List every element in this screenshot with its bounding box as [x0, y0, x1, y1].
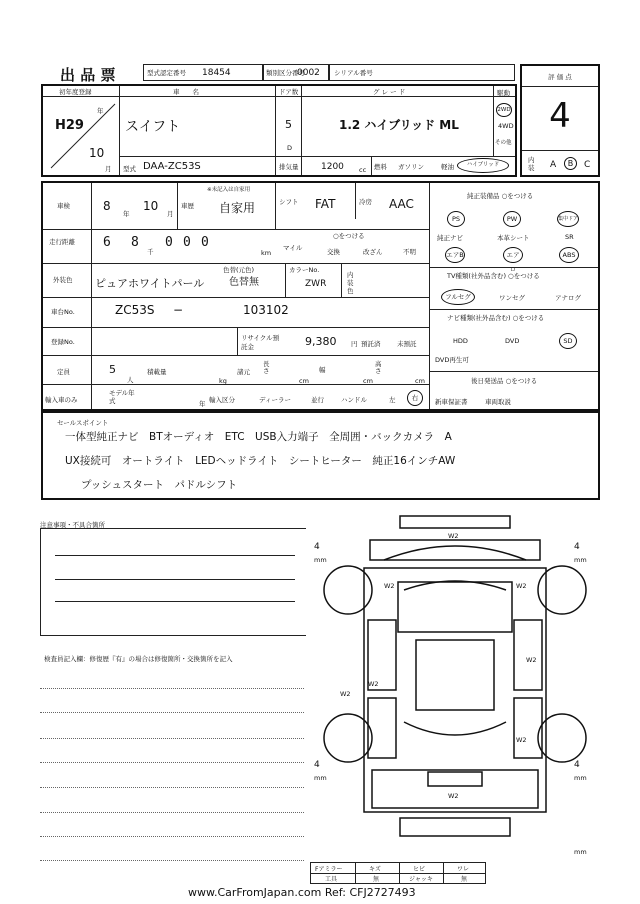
inspection-year: 8	[103, 199, 111, 213]
mile-label: マイル	[283, 244, 303, 252]
class-label: 類別区分番号	[266, 69, 305, 77]
cert-label: 型式認定番号	[147, 69, 186, 77]
inspection-month-unit: 月	[167, 210, 174, 218]
recycle-value: 9,380	[305, 335, 337, 348]
legend-header: ヒビ	[413, 866, 426, 873]
import-year-unit: 年	[199, 400, 206, 408]
damage-mark: W2	[448, 792, 459, 800]
sales-point-line: UX接続可 オートライト LEDヘッドライト シートヒーター 純正16インチAW	[65, 455, 456, 467]
car-name: スイフト	[125, 119, 181, 135]
tread-front-right: 4	[574, 542, 580, 552]
sales-point-line: 一体型純正ナビ BTオーディオ ETC USB入力端子 全周囲・バックカメラ A	[65, 431, 452, 443]
legend-cell: 無	[373, 876, 380, 883]
mileage-digit: 0	[183, 235, 191, 250]
tread-front-left: 4	[314, 542, 320, 552]
dvd-playback: DVD再生可	[435, 356, 469, 364]
front-bumper	[400, 516, 510, 528]
color-change-label: 色替(元色)	[223, 266, 255, 274]
dims-width: 幅	[319, 366, 326, 374]
cc-value: 1200	[321, 162, 344, 172]
notes-label: 注意事項・不具合箇所	[40, 521, 105, 529]
legend-header: ワレ	[457, 866, 470, 873]
mileage-change-label: ○をつける	[333, 232, 365, 240]
dims-label: 諸元	[237, 368, 250, 376]
right-rear-door	[514, 698, 542, 758]
door-label: ドア数	[279, 88, 299, 96]
damage-mark: W2	[516, 736, 527, 744]
roof-front	[398, 582, 512, 632]
fuel-diesel: 軽油	[441, 163, 454, 171]
wheel-front-left	[324, 566, 372, 614]
equip-aero: エアロ	[503, 247, 523, 263]
recycle-unit: 円	[351, 340, 358, 348]
handle-label: ハンドル	[341, 396, 367, 404]
mileage-opt-3: 不明	[403, 248, 416, 256]
equip-navi: 純正ナビ	[437, 234, 463, 242]
damage-mark: W2	[384, 582, 395, 590]
load-label: 積載量	[147, 368, 167, 376]
cc-unit: cc	[359, 166, 367, 174]
dims-width-unit: cm	[363, 377, 373, 385]
ac-label: 冷房	[359, 198, 372, 206]
mileage-opt-1: 交換	[327, 248, 340, 256]
equip-ps: PS	[447, 211, 465, 227]
tv-analog: アナログ	[555, 294, 581, 302]
chassis-label: 車台No.	[51, 308, 75, 316]
tv-oneseg: ワンセグ	[499, 294, 525, 302]
mileage-label: 走行距離	[49, 238, 75, 246]
after-manual: 車両取説	[485, 398, 511, 406]
footer-watermark: www.CarFromJapan.com Ref: CFJ2727493	[188, 886, 416, 899]
chassis-number: 103102	[243, 303, 289, 317]
equip-abs: ABS	[559, 247, 579, 263]
mileage-digit: 8	[131, 235, 139, 250]
equip-sr: SR	[565, 233, 574, 241]
ac-value: AAC	[389, 197, 414, 211]
color-label: 外装色	[53, 276, 73, 284]
fuel-gasoline: ガソリン	[398, 163, 424, 171]
nav-title: ナビ種類(社外品含む) ○をつける	[447, 314, 545, 322]
cert-box	[143, 64, 263, 81]
tv-fullseg: フルセグ	[441, 289, 475, 305]
mileage-digit: 6	[103, 235, 111, 250]
import-type-label: 輸入区分	[209, 396, 235, 404]
recycle-label: リサイクル預託金	[241, 334, 280, 351]
mileage-digit: 0	[165, 235, 173, 250]
model-label: 型式	[123, 165, 136, 173]
recycle-settled: 預託済	[361, 340, 381, 348]
equip-pw: PW	[503, 211, 521, 227]
sales-points-label: セールスポイント	[57, 419, 109, 427]
score-value: 4	[549, 96, 571, 136]
interior-b: B	[564, 157, 577, 170]
model-code: DAA-ZC53S	[143, 161, 201, 172]
after-title: 後日発送品 ○をつける	[471, 377, 538, 385]
month-unit: 月	[105, 165, 112, 173]
right-front-door	[514, 620, 542, 690]
drive-other: その他	[495, 140, 512, 146]
damage-mark: W2	[368, 680, 379, 688]
dims-length: 長さ	[263, 360, 270, 375]
drive-label: 駆動	[497, 89, 510, 97]
damage-mark: W2	[516, 582, 527, 590]
roof-panel	[416, 640, 494, 710]
wheel-rear-right	[538, 714, 586, 762]
legend-header: キズ	[369, 866, 381, 873]
trunk-outline	[372, 770, 538, 808]
serial-box	[297, 64, 515, 81]
import-model-year: モデル年式	[109, 389, 135, 405]
damage-mark: W2	[526, 656, 537, 664]
inspection-year-unit: 年	[123, 210, 130, 218]
cc-label: 排気量	[279, 163, 299, 171]
tv-title: TV種類(社外品含む) ○をつける	[447, 272, 540, 280]
score-box	[520, 64, 600, 177]
mileage-thousand: 千	[147, 248, 154, 256]
car-name-label: 車 名	[173, 88, 199, 96]
recycle-unsettled: 未預託	[397, 340, 417, 348]
cert-number: 18454	[202, 68, 231, 78]
mileage-opt-2: 改ざん	[363, 248, 383, 256]
dims-height-unit: cm	[415, 377, 425, 385]
import-parallel: 並行	[311, 396, 324, 404]
equipment-title: 純正装備品 ○をつける	[467, 192, 534, 200]
tread-unit: mm	[314, 774, 327, 782]
load-unit: kg	[219, 377, 227, 385]
class-number: 0002	[297, 68, 320, 78]
first-reg-year: H29	[55, 118, 84, 133]
damage-mark: W2	[340, 690, 351, 698]
first-reg-label: 初年度登録	[59, 88, 92, 96]
inspector-label: 検査員記入欄：修復歴『有』の場合は修復箇所・交換箇所を記入	[44, 655, 233, 663]
import-dealer: ディーラー	[259, 396, 291, 404]
details-box	[41, 181, 600, 411]
shift-label: シフト	[279, 198, 299, 206]
chassis-prefix: ZC53S	[115, 303, 155, 317]
grade-label: グ レ ー ド	[373, 88, 406, 96]
inspection-label: 車検	[57, 202, 70, 210]
fuel-label: 燃料	[374, 163, 387, 171]
windshield-top	[384, 546, 526, 560]
inspection-month: 10	[143, 199, 159, 213]
legend-cell: 工具	[325, 876, 338, 883]
color-change-value: 色替無	[229, 277, 259, 288]
dims-length-unit: cm	[299, 377, 309, 385]
interior-label: 内装	[528, 156, 535, 172]
dims-height: 高さ	[375, 360, 382, 375]
fuel-hybrid: ハイブリッド	[457, 158, 509, 173]
interior-a: A	[550, 160, 557, 170]
legend-cell: ジャッキ	[409, 876, 433, 883]
nav-hdd: HDD	[453, 337, 468, 345]
wheel-rear-left	[324, 714, 372, 762]
year-unit: 年	[97, 107, 104, 115]
legend-cell: 無	[461, 876, 468, 883]
equip-central-lock: 集中ドア	[557, 211, 579, 227]
color-code: ZWR	[305, 279, 327, 289]
shift-value: FAT	[315, 197, 336, 211]
history-note: ※未記入は自家用	[207, 187, 251, 193]
history-label: 車歴	[181, 202, 194, 210]
drive-4wd: 4WD	[498, 122, 514, 130]
serial-label: シリアル番号	[334, 69, 373, 77]
interior-color-label: 内装色	[347, 271, 354, 295]
damage-mark: W2	[448, 532, 459, 540]
capacity-value: 5	[109, 363, 116, 376]
tread-unit: mm	[574, 556, 587, 564]
history-value: 自家用	[219, 201, 256, 215]
color-code-label: カラーNo.	[289, 266, 320, 274]
sales-points-box	[41, 411, 600, 500]
license-plate	[428, 772, 482, 786]
hood-outline	[370, 540, 540, 560]
registration-label: 登録No.	[51, 338, 75, 346]
capacity-unit: 人	[127, 376, 134, 384]
first-reg-month: 10	[89, 146, 105, 160]
handle-right: 右	[407, 390, 423, 406]
door-count: 5	[285, 118, 292, 131]
mileage-unit: km	[261, 249, 272, 257]
wheel-front-right	[538, 566, 586, 614]
left-rear-door	[368, 698, 396, 758]
interior-c: C	[584, 160, 591, 170]
tread-unit: mm	[574, 848, 587, 856]
grade-value: 1.2 ハイブリッド ML	[339, 118, 459, 132]
capacity-label: 定員	[57, 368, 70, 376]
drive-2wd: 2WD	[496, 103, 512, 117]
score-label: 評 価 点	[548, 73, 572, 81]
vehicle-main-box	[41, 84, 517, 177]
legend-header: Fアミラー	[315, 866, 343, 873]
tread-unit: mm	[314, 556, 327, 564]
tread-rear-left: 4	[314, 760, 320, 770]
handle-left: 左	[389, 396, 396, 404]
reg-diagonal	[47, 100, 119, 172]
rear-bumper	[400, 818, 510, 836]
mileage-digit: 0	[201, 235, 209, 250]
sales-point-line: プッシュスタート パドルシフト	[81, 479, 238, 491]
sheet-title: 出 品 票	[60, 66, 116, 84]
import-label: 輸入車のみ	[45, 396, 78, 404]
after-warranty: 新車保証書	[435, 398, 468, 406]
chassis-dash: −	[173, 303, 184, 317]
tread-unit: mm	[574, 774, 587, 782]
legend-table	[310, 862, 486, 884]
color-value: ピュアホワイトパール	[95, 277, 205, 290]
rear-glass	[404, 722, 506, 735]
notes-box	[40, 528, 306, 636]
nav-dvd: DVD	[505, 337, 520, 345]
door-d: D	[287, 144, 293, 152]
nav-sd: SD	[559, 333, 577, 349]
tread-rear-right: 4	[574, 760, 580, 770]
equip-airbag: エアB	[445, 247, 465, 263]
equip-leather: 本革シート	[497, 234, 530, 242]
car-damage-diagram	[308, 512, 604, 868]
